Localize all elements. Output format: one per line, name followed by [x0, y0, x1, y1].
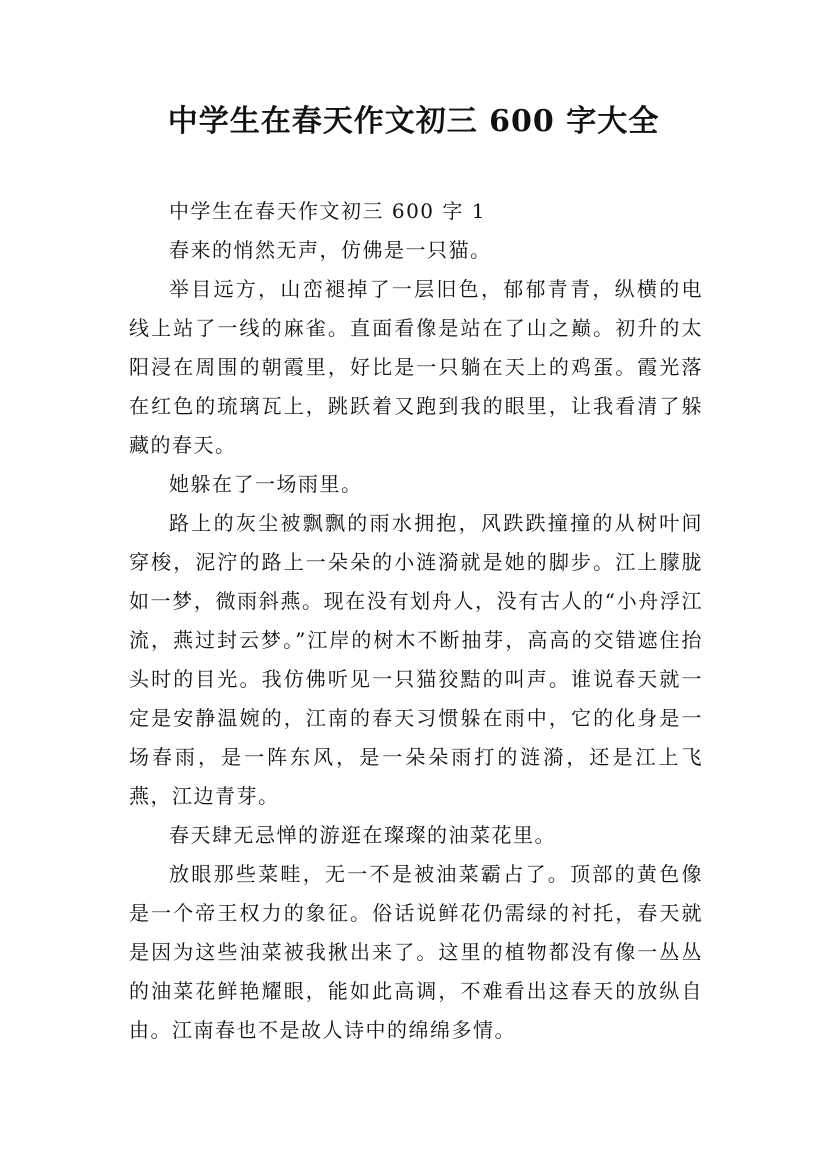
document-title: 中学生在春天作文初三 600 字大全	[167, 104, 660, 139]
document-body	[129, 192, 703, 1050]
paragraph: 春天肆无忌惮的游逛在璨璨的油菜花里。	[169, 823, 556, 847]
paragraph: 举目远方，山峦褪掉了一层旧色，郁郁青青，纵横的电线上站了一线的麻雀。直面看像是站在了山之巅。初升的太阳浸在周围的朝霞里，好比是一只躺在天上的鸡蛋。霞光落在红色的琉璃瓦上，跳跃着又跑到我的眼里，让我看清了躲藏的春天。	[129, 277, 703, 457]
paragraph: 路上的灰尘被飘飘的雨水拥抱，风跌跌撞撞的从树叶间穿梭，泥泞的路上一朵朵的小涟漪就是她的脚步。江上朦胧如一梦，微雨斜燕。现在没有划舟人，没有古人的“小舟浮江流，燕过封云梦。”江岸的树木不断抽芽，高高的交错遮住抬头时的目光。我仿佛听见一只猫狡黠的叫声。谁说春天就一定是安静温婉的，江南的春天习惯躲在雨中，它的化身是一场春雨，是一阵东风，是一朵朵雨打的涟漪，还是江上飞燕，江边青芽。	[129, 511, 703, 808]
paragraph: 春来的悄然无声，仿佛是一只猫。	[169, 238, 492, 262]
paragraph: 放眼那些菜畦，无一不是被油菜霸占了。顶部的黄色像是一个帝王权力的象征。俗话说鲜花仍需绿的衬托，春天就是因为这些油菜被我揪出来了。这里的植物都没有像一丛丛的油菜花鲜艳耀眼，能如此高调，不难看出这春天的放纵自由。江南春也不是故人诗中的绵绵多情。	[129, 862, 703, 1042]
essay-heading: 中学生在春天作文初三 600 字 1	[169, 199, 486, 223]
paragraph: 她躲在了一场雨里。	[169, 472, 363, 496]
